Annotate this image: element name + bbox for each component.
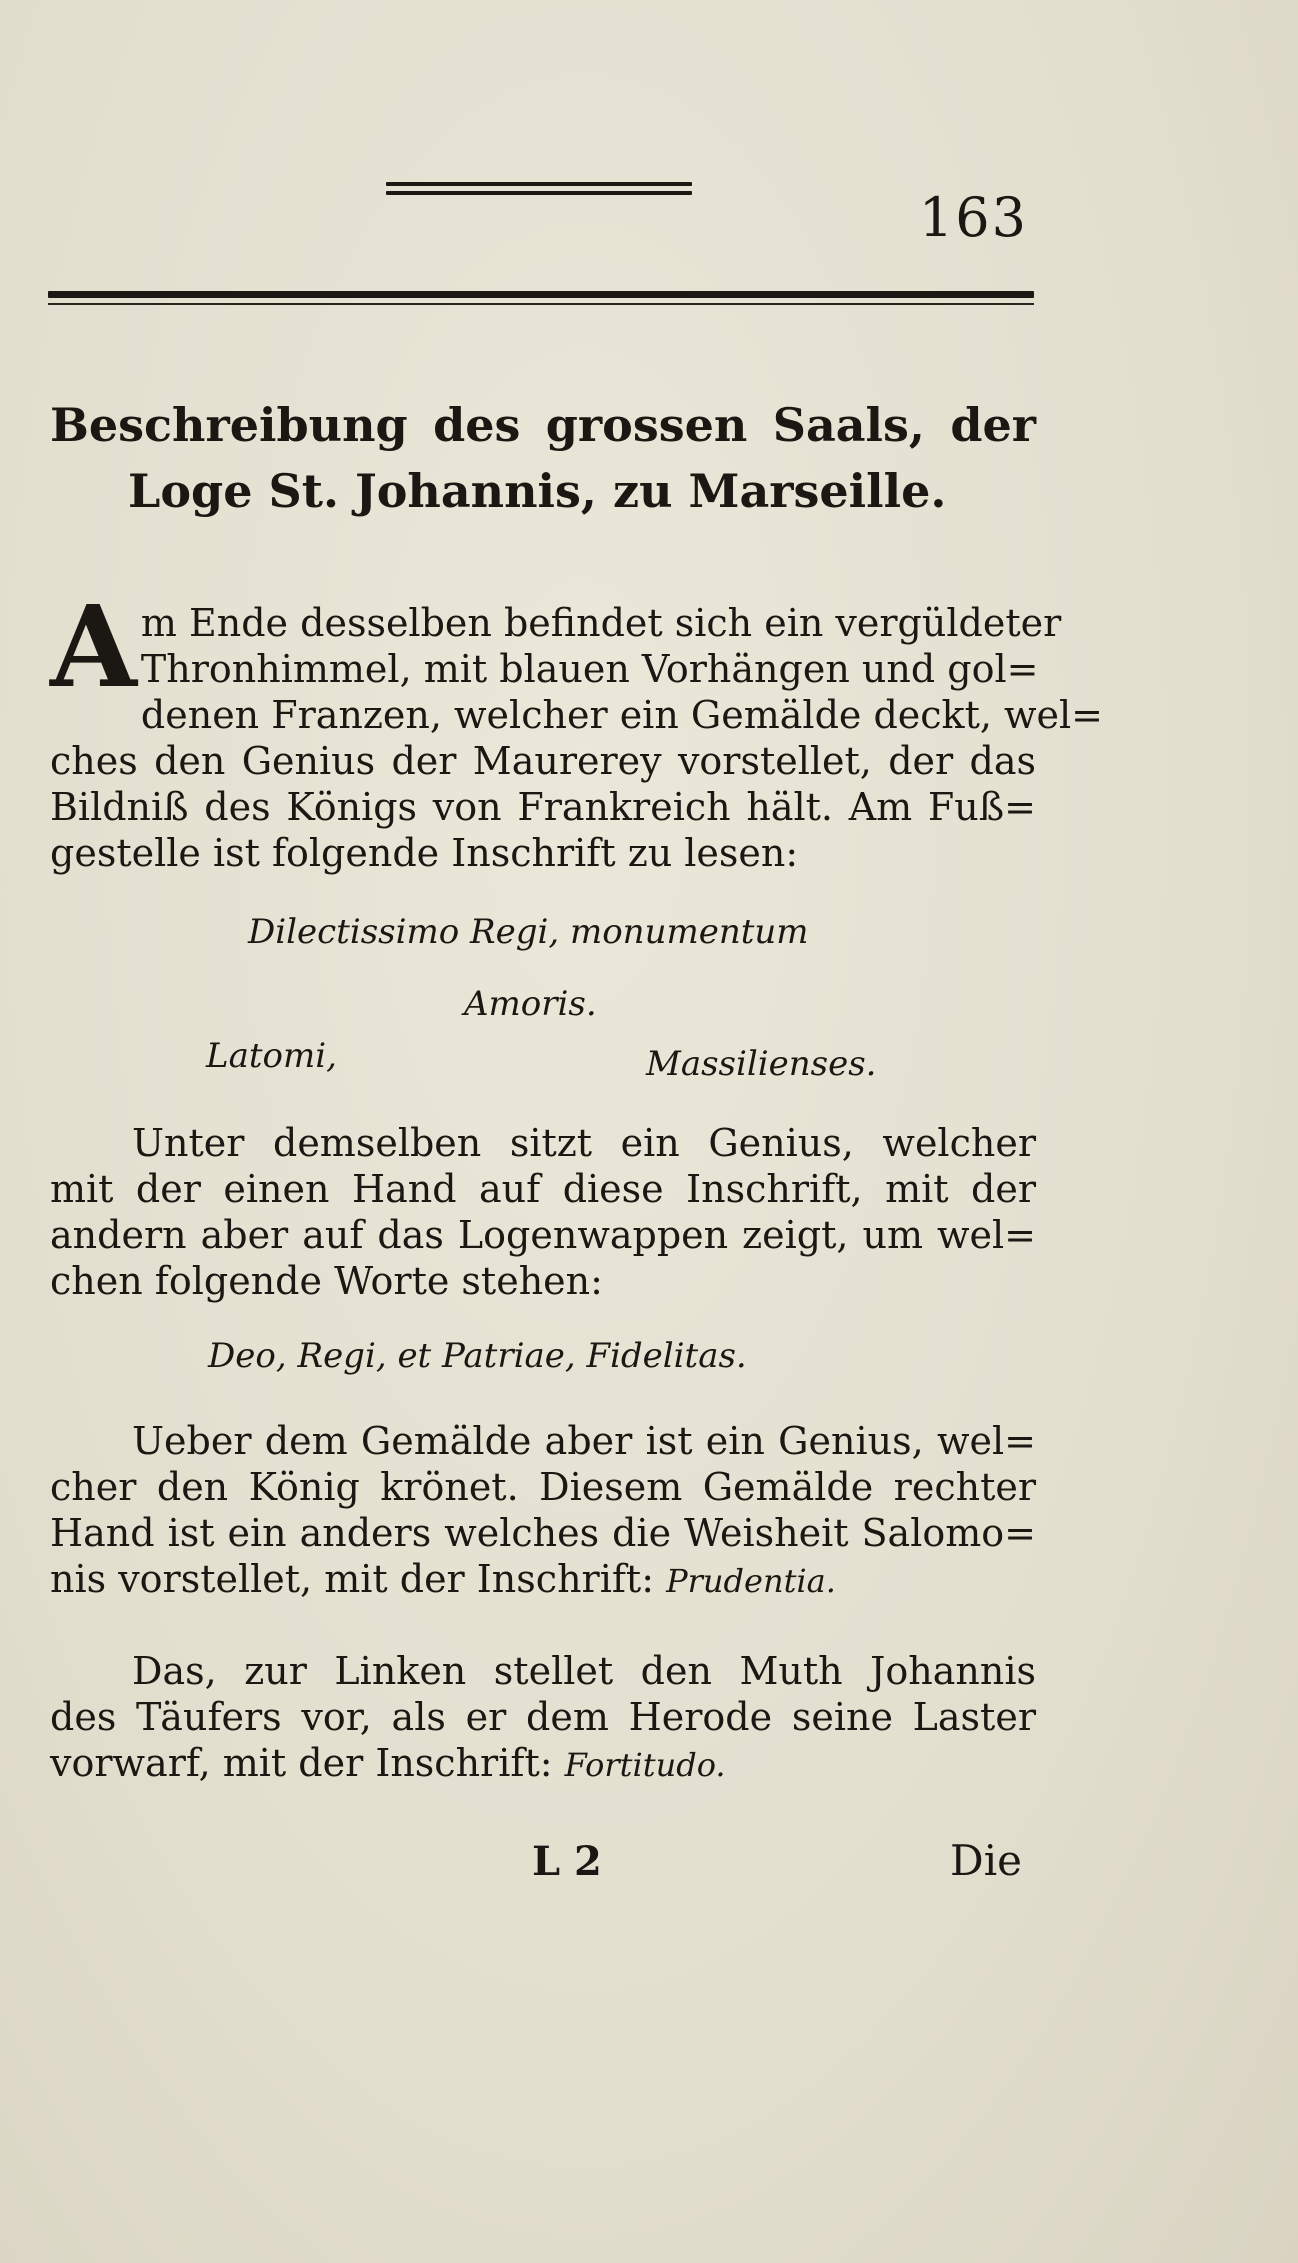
- text-line: [50, 1740, 1036, 1788]
- header-ornament-short-rule: [386, 182, 692, 200]
- text-line: ches den Genius der Maurerey vorstellet, der das: [50, 739, 1036, 783]
- text-line: denen Franzen, welcher ein Gemälde deckt, wel=: [140, 693, 1104, 737]
- text-line: Bildniß des Königs von Frankreich hält. Am Fuß=: [50, 785, 1036, 829]
- inscription-line-3-left: Latomi,: [206, 1036, 337, 1076]
- inscription-line-1: Dilectissimo Regi, monumentum: [248, 912, 809, 952]
- inscription-word: Fortitudo.: [564, 1746, 726, 1784]
- inscription-word: Prudentia.: [666, 1562, 836, 1600]
- text-line-content: vorwarf, mit der Inschrift:: [50, 1741, 553, 1785]
- section-heading: [50, 392, 1036, 524]
- text-line: andern aber auf das Logenwappen zeigt, um wel=: [50, 1213, 1036, 1257]
- text-line: Unter demselben sitzt ein Genius, welcher: [132, 1121, 1036, 1165]
- inscription-line-2: Amoris.: [464, 984, 597, 1024]
- drop-capital: A: [50, 582, 137, 713]
- motto-inscription: Deo, Regi, et Patriae, Fidelitas.: [208, 1336, 747, 1376]
- text-line: gestelle ist folgende Inschrift zu lesen:: [50, 831, 799, 875]
- paragraph-1: [50, 582, 1104, 876]
- text-line: mit der einen Hand auf diese Inschrift, mit der: [50, 1167, 1036, 1211]
- heading-line-2: Loge St. Johannis, zu Marseille.: [128, 464, 947, 518]
- text-line-content: nis vorstellet, mit der Inschrift:: [50, 1557, 654, 1601]
- text-line: chen folgende Worte stehen:: [50, 1259, 603, 1303]
- page-number: 163: [918, 186, 1028, 249]
- text-line: Das, zur Linken stellet den Muth Johannis: [132, 1649, 1036, 1693]
- text-line: Ueber dem Gemälde aber ist ein Genius, wel=: [132, 1419, 1036, 1463]
- heading-line-1: Beschreibung des grossen Saals, der: [50, 398, 1036, 452]
- paragraph-4: [50, 1648, 1036, 1788]
- signature-mark: L 2: [532, 1838, 602, 1885]
- text-line: cher den König krönet. Diesem Gemälde rechter: [50, 1465, 1036, 1509]
- text-line: des Täufers vor, als er dem Herode seine Laster: [50, 1695, 1036, 1739]
- paragraph-2: [50, 1120, 1036, 1304]
- text-line: Hand ist ein anders welches die Weisheit Salomo=: [50, 1511, 1036, 1555]
- inscription-line-3-right: Massilienses.: [646, 1044, 877, 1084]
- text-line: [50, 1556, 1036, 1604]
- text-line: m Ende desselben befindet sich ein vergüldeter: [140, 601, 1062, 645]
- paragraph-3: [50, 1418, 1036, 1604]
- header-rule: [48, 291, 1034, 309]
- catchword: Die: [950, 1836, 1022, 1885]
- text-line: Thronhimmel, mit blauen Vorhängen und gol=: [140, 647, 1039, 691]
